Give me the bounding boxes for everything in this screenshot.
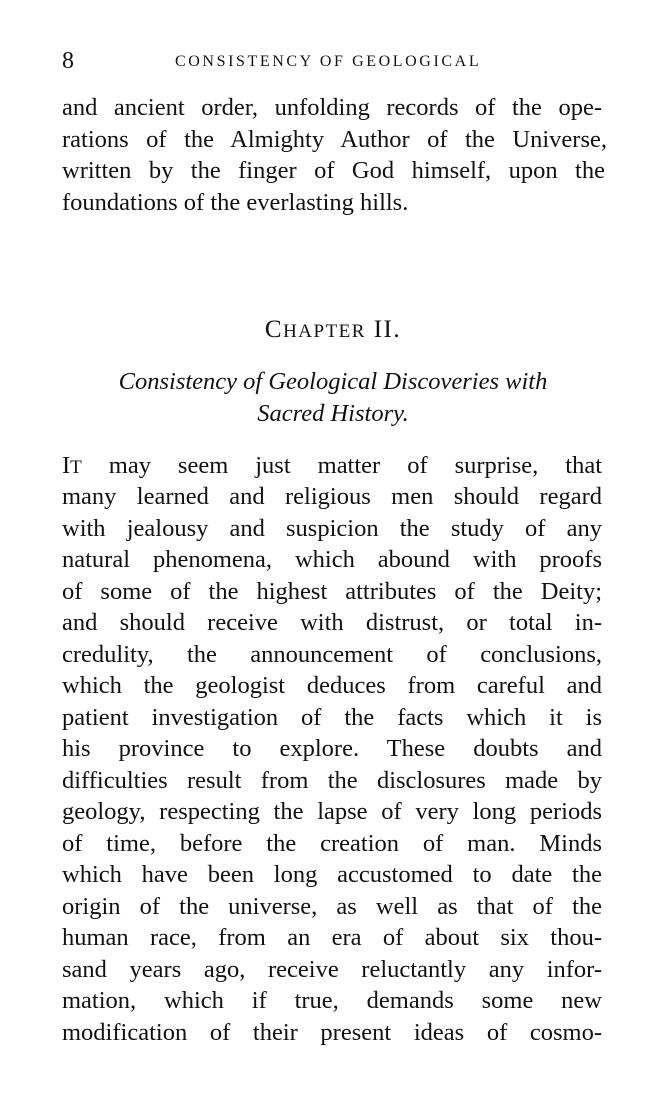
body-line: mation, which if true, demands some new [62,987,602,1014]
intro-line: foundations of the everlasting hills. [62,189,409,216]
body-line: of some of the highest attributes of the Deity; [62,578,602,605]
body-line: many learned and religious men should regard [62,483,602,510]
body-line: natural phenomena, which abound with proofs [62,546,602,573]
body-line: human race, from an era of about six thou- [62,924,602,951]
chapter-title-line: Consistency of Geological Discoveries with [118,368,548,395]
body-line: origin of the universe, as well as that of the [62,893,602,920]
body-line: which the geologist deduces from careful and [62,672,602,699]
chapter-numeral: II. [373,316,402,343]
body-line: sand years ago, receive reluctantly any infor- [62,956,602,983]
body-line: difficulties result from the disclosures made by [62,767,602,794]
body-line: with jealousy and suspicion the study of any [62,515,602,542]
running-title: CONSISTENCY OF GEOLOGICAL [175,53,482,70]
body-first-line [62,450,602,483]
lead-initial: I [62,452,71,479]
body-line: and should receive with distrust, or total in- [62,609,602,636]
body-line: credulity, the announcement of conclusions, [62,641,602,668]
intro-line: written by the finger of God himself, upon the [62,157,605,184]
first-line-text: may seem just matter of surprise, that [108,452,602,479]
body-line: patient investigation of the facts which it is [62,704,602,731]
body-line: modification of their present ideas of cosmo- [62,1019,602,1046]
body-line: which have been long accustomed to date the [62,861,602,888]
chapter-heading-initial: C [264,316,284,343]
chapter-heading [0,314,666,348]
intro-line: and ancient order, unfolding records of the ope- [62,94,602,121]
running-head [62,46,602,76]
chapter-title-line: Sacred History. [257,400,409,427]
body-line: geology, respecting the lapse of very long periods [62,798,602,825]
body-line: of time, before the creation of man. Minds [62,830,602,857]
page-number: 8 [62,48,74,74]
chapter-heading-word: HAPTER [283,321,366,342]
intro-line: rations of the Almighty Author of the Universe, [62,126,607,153]
lead-small-caps: T [70,457,82,478]
body-line: his province to explore. These doubts and [62,735,602,762]
